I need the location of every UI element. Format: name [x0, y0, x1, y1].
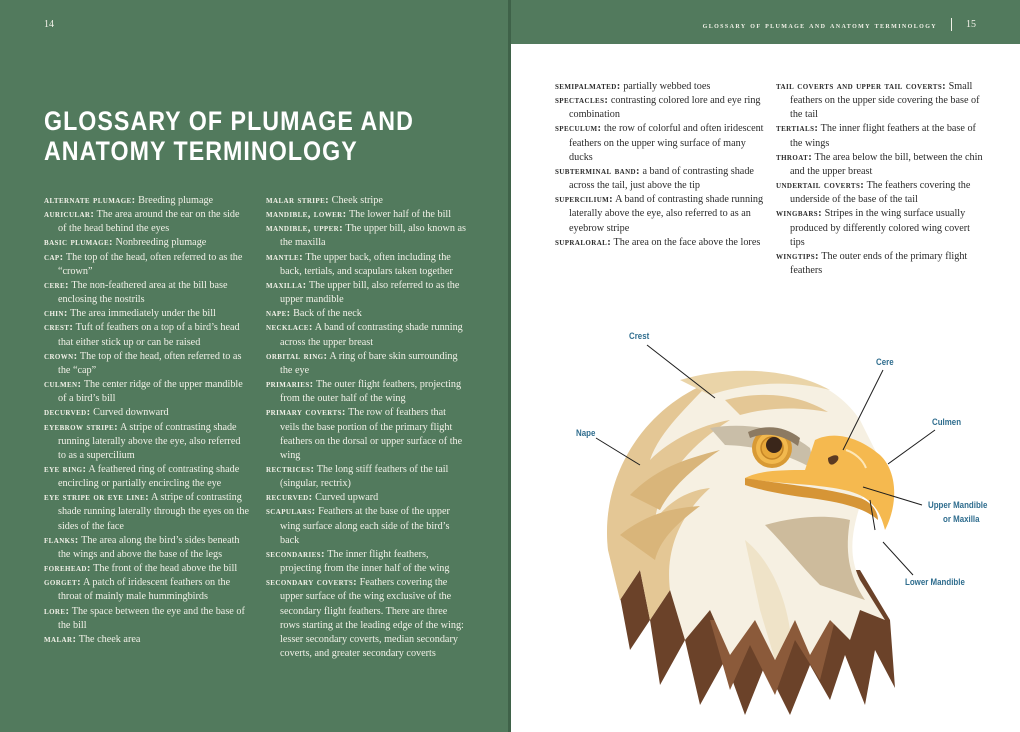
glossary-definition: A stripe of contrasting shade running laterally above the eye, also referred to as a supercilium: [58, 421, 241, 461]
glossary-entry: [555, 122, 765, 164]
glossary-definition: Curved downward: [90, 407, 169, 419]
glossary-definition: Breeding plumage: [135, 195, 214, 206]
glossary-entry: [266, 576, 466, 661]
glossary-term: necklace:: [266, 322, 313, 334]
label-maxilla: or Maxilla: [943, 514, 980, 524]
glossary-entry: [266, 406, 466, 463]
glossary-definition: Small feathers on the upper side covering the base of the tail: [790, 81, 980, 121]
glossary-definition: the row of colorful and often iridescent feathers on the upper wing surface of many ducks: [569, 123, 764, 163]
glossary-definition: A band of contrasting shade running laterally above the eye, also referred to as an eyebrow stripe: [569, 194, 764, 234]
glossary-definition: A patch of iridescent feathers on the throat of mainly male hummingbirds: [58, 577, 231, 603]
glossary-entry: [44, 421, 249, 463]
page-number-left: 14: [44, 19, 54, 30]
glossary-term: throat:: [776, 151, 813, 163]
glossary-definition: Tuft of feathers on a top of a bird’s head that either stick up or can be raised: [58, 322, 240, 348]
glossary-definition: The inner flight feathers at the base of the wings: [790, 123, 976, 149]
glossary-entry: [776, 80, 986, 122]
label-cere: Cere: [876, 357, 894, 367]
glossary-definition: A feathered ring of contrasting shade encircling or partially encircling the eye: [58, 463, 240, 490]
glossary-entry: [266, 222, 466, 250]
label-lower-mandible: Lower Mandible: [905, 577, 965, 587]
glossary-column-2: [266, 194, 466, 661]
glossary-entry: [44, 350, 249, 378]
glossary-column-1: [44, 194, 249, 647]
glossary-definition: The cheek area: [76, 633, 141, 645]
glossary-definition: The row of feathers that veils the base portion of the primary flight feathers on the dorsal or upper surface of the wing: [280, 407, 463, 461]
glossary-term: maxilla:: [266, 279, 307, 291]
glossary-term: secondaries:: [266, 548, 325, 560]
glossary-term: supraloral:: [555, 236, 612, 248]
glossary-column-3: [555, 80, 765, 250]
glossary-term: cere:: [44, 279, 69, 291]
glossary-entry: [776, 151, 986, 179]
glossary-entry: [44, 576, 249, 604]
glossary-term: recurved:: [266, 492, 313, 504]
glossary-term: secondary coverts:: [266, 577, 358, 589]
glossary-term: primary coverts:: [266, 407, 346, 419]
glossary-term: rectrices:: [266, 463, 315, 475]
glossary-entry: [44, 605, 249, 633]
glossary-entry: [776, 179, 986, 207]
glossary-entry: [44, 378, 249, 406]
glossary-entry: [776, 250, 986, 278]
glossary-definition: The inner flight feathers, projecting from the inner half of the wing: [280, 548, 450, 575]
glossary-term: flanks:: [44, 534, 79, 546]
glossary-entry: [555, 193, 765, 235]
eagle-anatomy-diagram: [560, 320, 1020, 730]
running-head: glossary of plumage and anatomy terminology: [702, 20, 937, 30]
glossary-term: forehead:: [44, 563, 91, 575]
glossary-term: mandible, lower:: [266, 209, 347, 221]
glossary-term: eye ring:: [44, 463, 87, 475]
glossary-entry: [266, 350, 466, 378]
glossary-definition: A band of contrasting shade running across the upper breast: [280, 322, 463, 348]
glossary-definition: Feathers at the base of the upper wing surface along each side of the bird’s back: [280, 506, 450, 546]
page-title: GLOSSARY OF PLUMAGE AND ANATOMY TERMINOLOGY: [44, 106, 414, 166]
glossary-entry: [44, 562, 249, 576]
glossary-definition: The area around the ear on the side of the head behind the eyes: [58, 209, 240, 235]
glossary-term: wingbars:: [776, 208, 823, 220]
glossary-entry: [266, 279, 466, 307]
glossary-term: lore:: [44, 605, 70, 617]
page-number-right: 15: [966, 19, 976, 30]
glossary-entry: [44, 463, 249, 491]
glossary-definition: Nonbreeding plumage: [112, 237, 207, 249]
glossary-term: wingtips:: [776, 250, 819, 262]
glossary-term: undertail coverts:: [776, 180, 865, 192]
glossary-definition: The non-feathered area at the bill base enclosing the nostrils: [58, 279, 228, 306]
glossary-entry: [555, 165, 765, 193]
glossary-entry: [44, 406, 249, 420]
glossary-definition: A stripe of contrasting shade running laterally through the eyes on the sides of the face: [58, 492, 249, 532]
glossary-definition: The top of the head, often referred to as the “cap”: [58, 350, 242, 376]
glossary-term: nape:: [266, 308, 291, 320]
glossary-term: mantle:: [266, 251, 304, 263]
glossary-entry: [44, 534, 249, 562]
glossary-entry: [44, 491, 249, 533]
glossary-definition: The area on the face above the lores: [611, 236, 761, 248]
glossary-entry: [44, 208, 249, 236]
glossary-entry: [266, 307, 466, 321]
glossary-entry: [44, 633, 249, 647]
glossary-term: mandible, upper:: [266, 223, 344, 235]
glossary-term: speculum:: [555, 123, 602, 135]
glossary-entry: [266, 505, 466, 547]
glossary-term: eyebrow stripe:: [44, 421, 119, 433]
glossary-entry: [44, 251, 249, 279]
glossary-entry: [266, 208, 466, 222]
glossary-definition: A ring of bare skin surrounding the eye: [280, 350, 458, 376]
glossary-definition: The area below the bill, between the chin and the upper breast: [790, 151, 983, 177]
glossary-definition: The space between the eye and the base of the bill: [58, 605, 245, 631]
glossary-term: spectacles:: [555, 95, 609, 107]
glossary-term: malar stripe:: [266, 195, 330, 206]
glossary-definition: The upper back, often including the back, tertials, and scapulars taken together: [280, 251, 453, 277]
glossary-definition: The area along the bird’s sides beneath the wings and above the base of the legs: [58, 534, 240, 560]
glossary-term: decurved:: [44, 407, 91, 419]
glossary-term: auricular:: [44, 209, 95, 221]
glossary-definition: The front of the head above the bill: [90, 563, 238, 575]
glossary-entry: [776, 207, 986, 249]
glossary-term: crest:: [44, 322, 74, 334]
glossary-term: cap:: [44, 251, 64, 263]
glossary-entry: [555, 94, 765, 122]
glossary-definition: Stripes in the wing surface usually produced by differently colored wing covert tips: [790, 208, 971, 248]
glossary-definition: Feathers covering the upper surface of the wing exclusive of the secondary flight feathers. There are three rows starting at the leading edge of the wing: lesser secondary coverts, median secondary coverts, and greater secondary coverts: [280, 577, 464, 659]
glossary-entry: [266, 378, 466, 406]
label-upper-mandible: Upper Mandible: [928, 500, 988, 510]
glossary-definition: The upper bill, also referred to as the upper mandible: [280, 279, 460, 306]
glossary-entry: [266, 463, 466, 491]
glossary-definition: The long stiff feathers of the tail (singular, rectrix): [280, 463, 449, 490]
glossary-term: chin:: [44, 308, 68, 320]
glossary-term: malar:: [44, 633, 77, 645]
header-divider: [951, 18, 952, 31]
glossary-definition: partially webbed toes: [620, 81, 711, 92]
glossary-entry: [44, 236, 249, 250]
glossary-definition: contrasting colored lore and eye ring combination: [569, 95, 761, 121]
glossary-definition: Curved upward: [312, 492, 379, 504]
glossary-term: orbital ring:: [266, 350, 328, 362]
glossary-term: culmen:: [44, 379, 82, 391]
glossary-entry: [266, 251, 466, 279]
glossary-definition: The top of the head, often referred to as the “crown”: [58, 251, 243, 277]
glossary-term: gorget:: [44, 577, 82, 589]
glossary-entry: [44, 194, 249, 208]
glossary-entry: [266, 194, 466, 208]
glossary-entry: [266, 321, 466, 349]
glossary-definition: The upper bill, also known as the maxilla: [280, 223, 466, 249]
label-culmen: Culmen: [932, 417, 962, 427]
glossary-term: tail coverts and upper tail coverts:: [776, 81, 947, 92]
glossary-definition: The outer ends of the primary flight feathers: [790, 250, 968, 277]
glossary-term: tertials:: [776, 123, 819, 135]
glossary-definition: a band of contrasting shade across the tail, just above the tip: [569, 165, 754, 192]
glossary-column-4: [776, 80, 986, 278]
glossary-term: supercilium:: [555, 194, 614, 206]
label-crest: Crest: [629, 331, 650, 341]
glossary-term: crown:: [44, 350, 78, 362]
glossary-entry: [555, 236, 765, 250]
glossary-entry: [44, 279, 249, 307]
glossary-definition: Back of the neck: [290, 308, 362, 320]
glossary-term: eye stripe or eye line:: [44, 492, 150, 504]
glossary-term: primaries:: [266, 379, 314, 391]
glossary-entry: [266, 491, 466, 505]
glossary-definition: The feathers covering the underside of the base of the tail: [790, 180, 971, 206]
glossary-term: semipalmated:: [555, 81, 621, 92]
label-nape: Nape: [576, 428, 596, 438]
glossary-term: scapulars:: [266, 506, 316, 518]
glossary-term: subterminal band:: [555, 165, 640, 177]
glossary-definition: Cheek stripe: [329, 195, 383, 206]
glossary-definition: The lower half of the bill: [346, 209, 452, 221]
glossary-definition: The center ridge of the upper mandible of a bird’s bill: [58, 379, 243, 405]
glossary-definition: The outer flight feathers, projecting from the outer half of the wing: [280, 379, 462, 405]
glossary-entry: [266, 548, 466, 576]
glossary-term: alternate plumage:: [44, 195, 136, 206]
glossary-entry: [44, 321, 249, 349]
glossary-term: basic plumage:: [44, 237, 113, 249]
glossary-definition: The area immediately under the bill: [67, 308, 216, 320]
glossary-entry: [555, 80, 765, 94]
glossary-entry: [44, 307, 249, 321]
glossary-entry: [776, 122, 986, 150]
